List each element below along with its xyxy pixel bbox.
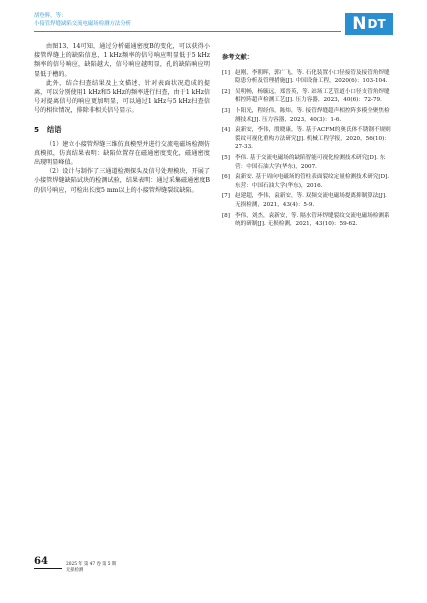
conclusion-paragraph-2: （2）设计与制作了三通道检测探头及信号处理模块，开展了小接管焊缝缺陷试块的检测试验，结果表明：通过采集磁通密度B的信号响应，可检出长度5 mm以上的小接管焊缝裂纹缺陷。	[34, 168, 210, 194]
running-header-authors: 胡登辉，等：	[34, 13, 67, 19]
header-divider	[34, 31, 341, 32]
reference-index: [3]	[222, 107, 230, 114]
logo-letter-n: N	[352, 14, 367, 34]
logo-letters-dt: DT	[367, 17, 386, 31]
reference-index: [7]	[222, 193, 230, 200]
reference-text: 吴明畅，杨毓远，郑晋英，等. 站场工艺管道小口径支管角焊缝相控阵超声检测工艺[J]. 压力容器，2023，40(6)：72-79.	[235, 88, 390, 104]
reference-text: 李伟，刘杰，袁新安，等. 隔水管环焊缝裂纹交流电磁场检测系统的研制[J]. 无损检测，2021，43(10)：59-62.	[235, 212, 390, 228]
reference-index: [1]	[222, 69, 230, 76]
reference-item	[222, 88, 394, 105]
journal-logo	[345, 13, 393, 35]
reference-text: 卜阳光，程经伟，陈炜，等. 接管焊缝超声相控阵多模全聚焦检测技术[J]. 压力容器，2023，40(3)：1-6.	[235, 107, 390, 123]
footer-volume-issue: 2025 年 第 47 卷 第 5 期	[66, 562, 117, 567]
references-title: 参考文献：	[222, 54, 253, 61]
reference-text: 袁新安，李伟，殷晓康，等. 基于ACFM的奥氏体不锈钢不规则裂纹可视化重构方法研究[J]. 机械工程学报，2020，56(10)：27-33.	[235, 127, 391, 151]
body-paragraph-1: 由图13、14可知，通过分析磁通密度B的变化，可以获得小接管焊缝上的缺陷信息，1 kHz频率的信号响应明显低于5 kHz频率的信号响应，缺陷越大，信号响应越明显，孔的缺陷响应明显低于槽的。	[34, 43, 210, 78]
conclusion-paragraph-1: （1）建立小接管焊缝三维仿真模型并进行交流电磁场检测仿真模拟，仿真结果表明：缺陷位置存在磁通密度变化，磁通密度出现明显峰值。	[34, 140, 210, 167]
reference-index: [6]	[222, 174, 230, 181]
section-heading	[34, 125, 210, 134]
footer-journal-name: 无损检测	[66, 568, 84, 573]
footer-divider	[34, 568, 62, 569]
reference-index: [8]	[222, 212, 230, 219]
reference-text: 李伟. 基于交流电磁场的缺陷智能可视化检测技术研究[D]. 东营：中国石油大学(华东)，2007.	[235, 154, 386, 170]
reference-item	[222, 212, 394, 229]
reference-index: [2]	[222, 88, 230, 95]
reference-text: 袁新安. 基于周向电磁场的管柱表面裂纹定量检测技术研究[D]. 东营：中国石油大学(华东)，2016.	[235, 174, 390, 189]
body-paragraph-2: 此外，结合扫查结果及上文描述，针对表面状况造成的提离，可以分别使用1 kHz和5 kHz的频率进行扫查，由于1 kHz信号对提离信号的响应更加明显，可以通过1 kHz与5 kHz扫查信号的相位情况，排除非相关信号显示。	[34, 79, 210, 115]
reference-item	[222, 69, 394, 86]
page-number: 64	[34, 556, 48, 567]
section-number: 5	[34, 124, 40, 134]
reference-item	[222, 173, 394, 190]
reference-text: 赵刚，李朝晖，郭广飞，等. 石化装置小口径接管及接管角焊缝隐患分析及管理措施[J]. 中国设备工程，2020(6)：103-104.	[235, 69, 390, 85]
left-column	[34, 42, 210, 195]
running-header-title: 小接管焊缝缺陷交流电磁场检测方法分析	[34, 21, 132, 27]
reference-item	[222, 107, 394, 124]
references-column	[222, 54, 394, 231]
reference-index: [5]	[222, 154, 230, 161]
section-title: 结语	[47, 124, 62, 134]
reference-index: [4]	[222, 127, 230, 134]
reference-item	[222, 154, 394, 171]
reference-text: 赵建超，李伟，袁新安，等. 双频交流电磁场提离抑制算法[J]. 无损检测，2021，43(4)：5-9.	[235, 193, 387, 208]
reference-item	[222, 126, 394, 152]
reference-item	[222, 192, 394, 209]
